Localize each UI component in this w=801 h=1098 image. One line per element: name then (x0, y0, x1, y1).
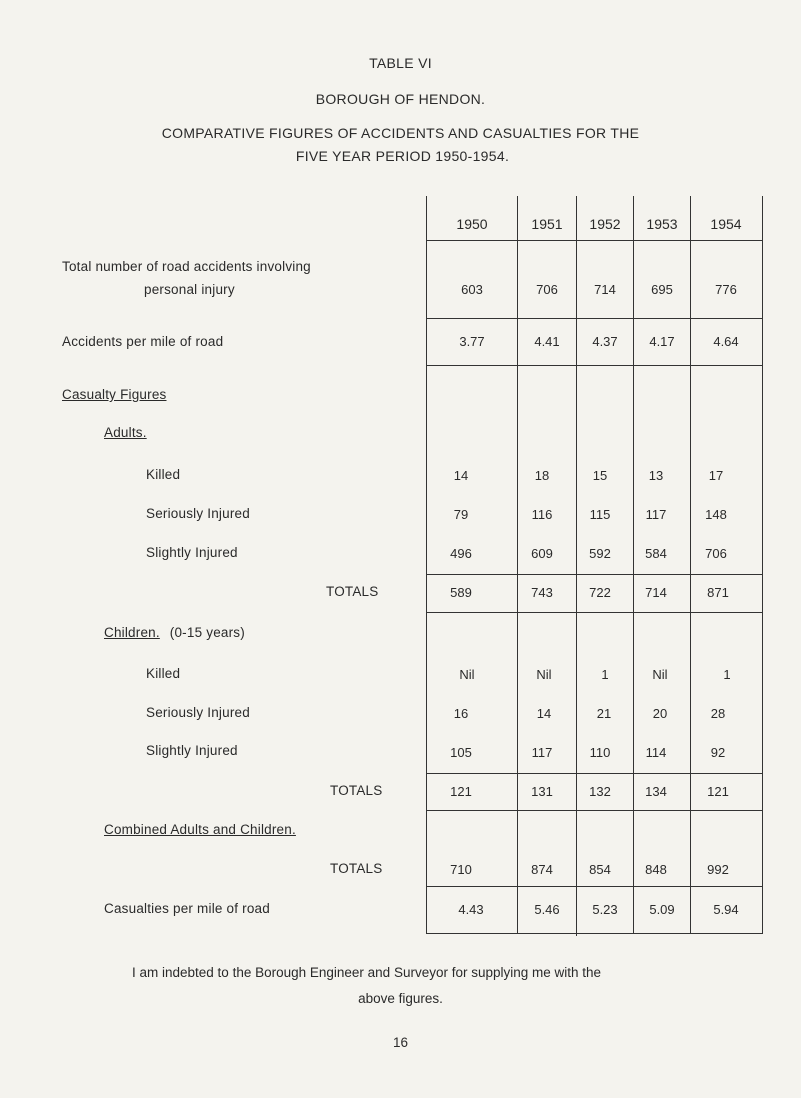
table-cell: 20 (652, 706, 668, 721)
children-age-range: (0-15 years) (169, 625, 245, 640)
grid-hline (426, 318, 763, 319)
grid-hline (426, 240, 763, 241)
grid-vline (633, 196, 634, 934)
grid-vline (426, 196, 427, 934)
table-cell: 714 (594, 282, 616, 297)
table-cell: 14 (536, 706, 552, 721)
table-cell: 17 (708, 468, 724, 483)
page-number: 16 (392, 1035, 409, 1050)
table-cell: 115 (589, 507, 611, 522)
table-cell: 4.64 (713, 334, 739, 349)
combined-heading: Combined Adults and Children. (104, 822, 296, 837)
table-cell: 121 (450, 784, 472, 799)
footnote-line-1: I am indebted to the Borough Engineer and Surveyor for supplying me with the (132, 965, 602, 980)
adults-totals-label: TOTALS (326, 584, 379, 599)
table-cell: 871 (707, 585, 729, 600)
year-header: 1954 (710, 216, 742, 232)
year-header: 1950 (456, 216, 488, 232)
table-cell: 710 (450, 862, 472, 877)
table-cell: 874 (531, 862, 553, 877)
table-cell: 589 (450, 585, 472, 600)
table-cell: 609 (531, 546, 553, 561)
adults-heading: Adults. (104, 425, 147, 440)
table-cell: 695 (651, 282, 673, 297)
year-header: 1953 (646, 216, 678, 232)
table-cell: 776 (715, 282, 737, 297)
grid-hline (426, 612, 763, 613)
per-mile-label: Accidents per mile of road (62, 334, 224, 349)
table-cell: 131 (531, 784, 553, 799)
year-header: 1952 (589, 216, 621, 232)
table-cell: 848 (645, 862, 667, 877)
table-cell: 28 (710, 706, 726, 721)
table-cell: 148 (705, 507, 727, 522)
children-heading: Children. (104, 625, 160, 640)
table-cell: 105 (450, 745, 472, 760)
table-cell: 722 (589, 585, 611, 600)
children-killed-label: Killed (146, 666, 181, 681)
accidents-label-1: Total number of road accidents involving (62, 259, 311, 274)
table-cell: 496 (450, 546, 472, 561)
combined-totals-label: TOTALS (330, 861, 383, 876)
table-cell: 121 (707, 784, 729, 799)
table-cell: 592 (589, 546, 611, 561)
table-cell: Nil (652, 667, 668, 682)
table-cell: 5.09 (649, 902, 675, 917)
grid-vline (517, 196, 518, 934)
table-cell: 21 (596, 706, 612, 721)
table-cell: 92 (710, 745, 726, 760)
table-cell: 132 (589, 784, 611, 799)
table-cell: 116 (531, 507, 553, 522)
table-cell: 3.77 (459, 334, 485, 349)
borough-heading: BOROUGH OF HENDON. (315, 91, 486, 107)
grid-hline (426, 574, 763, 575)
table-cell: 117 (531, 745, 553, 760)
table-cell: 13 (648, 468, 664, 483)
table-cell: 706 (536, 282, 558, 297)
table-cell: 584 (645, 546, 667, 561)
children-heading-wrap (104, 625, 245, 640)
table-cell: 114 (645, 745, 667, 760)
table-cell: 1 (601, 667, 609, 682)
table-cell: 4.37 (592, 334, 618, 349)
table-cell: 15 (592, 468, 608, 483)
year-header: 1951 (531, 216, 563, 232)
table-cell: 706 (705, 546, 727, 561)
table-cell: Nil (459, 667, 475, 682)
table-cell: Nil (536, 667, 552, 682)
table-cell: 743 (531, 585, 553, 600)
table-cell: 5.23 (592, 902, 618, 917)
footnote-line-2: above figures. (358, 991, 443, 1006)
table-cell: 1 (723, 667, 731, 682)
casualties-per-mile-label: Casualties per mile of road (104, 901, 270, 916)
grid-vline (576, 196, 577, 936)
grid-hline (426, 886, 763, 887)
grid-hline (426, 933, 763, 934)
table-cell: 117 (645, 507, 667, 522)
grid-vline (762, 196, 763, 934)
table-cell: 134 (645, 784, 667, 799)
table-cell: 16 (453, 706, 469, 721)
table-cell: 14 (453, 468, 469, 483)
children-serious-label: Seriously Injured (146, 705, 250, 720)
table-number: TABLE VI (369, 55, 432, 71)
adults-slight-label: Slightly Injured (146, 545, 238, 560)
grid-vline (690, 196, 691, 934)
table-cell: 603 (461, 282, 483, 297)
grid-hline (426, 810, 763, 811)
grid-hline (426, 365, 763, 366)
casualty-heading: Casualty Figures (62, 387, 167, 402)
children-slight-label: Slightly Injured (146, 743, 238, 758)
table-cell: 5.46 (534, 902, 560, 917)
accidents-label-2: personal injury (144, 282, 235, 297)
table-cell: 992 (707, 862, 729, 877)
table-cell: 714 (645, 585, 667, 600)
adults-killed-label: Killed (146, 467, 181, 482)
grid-hline (426, 773, 763, 774)
table-cell: 5.94 (713, 902, 739, 917)
children-totals-label: TOTALS (330, 783, 383, 798)
table-cell: 110 (589, 745, 611, 760)
title-line-1: COMPARATIVE FIGURES OF ACCIDENTS AND CASUALTIES FOR THE (161, 125, 640, 141)
table-cell: 4.17 (649, 334, 675, 349)
table-cell: 4.41 (534, 334, 560, 349)
title-line-2: FIVE YEAR PERIOD 1950-1954. (295, 148, 510, 164)
table-cell: 4.43 (458, 902, 484, 917)
table-cell: 854 (589, 862, 611, 877)
adults-serious-label: Seriously Injured (146, 506, 250, 521)
table-cell: 79 (453, 507, 469, 522)
table-cell: 18 (534, 468, 550, 483)
